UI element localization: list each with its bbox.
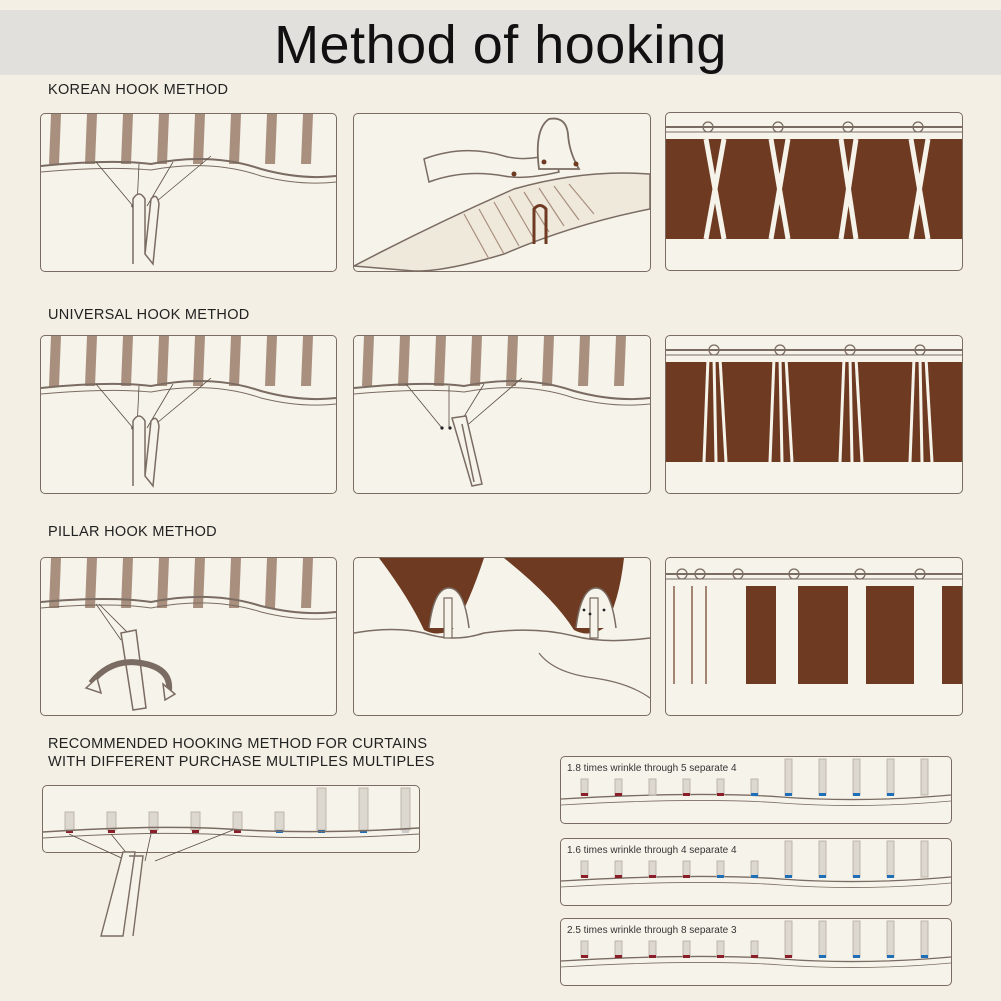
korean-hook-inserted-diagram: [354, 114, 650, 271]
hook-mark: [581, 955, 588, 958]
multiple-panel-1-6: [560, 838, 952, 906]
hook-mark: [887, 955, 894, 958]
hook-mark: [751, 875, 758, 878]
tape-stripe: [229, 336, 241, 386]
hook-mark: [649, 955, 656, 958]
hook-mark: [921, 955, 928, 958]
pleat-column: [717, 779, 724, 795]
tape-stripe: [434, 336, 446, 386]
pillar-hook-closeup-panel: [40, 557, 337, 716]
universal-hook-hanging-panel: [665, 335, 963, 494]
pleat-column: [581, 941, 588, 957]
pleat-column: [751, 941, 758, 957]
hook-mark: [649, 875, 656, 878]
hook-mark: [887, 875, 894, 878]
tape-stripe: [301, 114, 313, 164]
pleat-column: [275, 812, 284, 830]
korean-hook-label: KOREAN HOOK METHOD: [48, 82, 229, 98]
tape-stripe: [85, 114, 97, 164]
hook-mark: [819, 955, 826, 958]
pleat-column: [751, 861, 758, 877]
hook-mark: [853, 875, 860, 878]
pillar-hook-inserted-panel: [353, 557, 651, 716]
hook-mark: [785, 955, 792, 958]
hook-mark: [581, 793, 588, 796]
hook-mark: [819, 875, 826, 878]
hook-mark: [683, 875, 690, 878]
pillar-hook-hanging-curtain: [666, 558, 962, 715]
tape-stripe: [121, 114, 133, 164]
tape-stripe: [157, 336, 169, 386]
hook-mark: [683, 793, 690, 796]
hook-mark: [615, 875, 622, 878]
pleat-column: [921, 921, 928, 957]
multiple-diagram-2-5: [561, 919, 951, 985]
tape-stripe: [398, 336, 410, 386]
universal-hook-angled-panel: [353, 335, 651, 494]
hook-mark: [108, 830, 115, 833]
pleat-column: [717, 861, 724, 877]
tape-stripe: [193, 336, 205, 386]
pleat-column: [581, 861, 588, 877]
pleat-column: [581, 779, 588, 795]
universal-hook-closeup-diagram: [41, 336, 336, 493]
hook-mark: [785, 793, 792, 796]
universal-hook-hanging-curtain: [666, 336, 962, 493]
hook-mark: [717, 793, 724, 796]
title-bar: [0, 10, 1001, 75]
pleat-column: [359, 788, 368, 830]
pleat-column: [785, 841, 792, 877]
hook-mark: [581, 875, 588, 878]
pleat-column: [785, 921, 792, 957]
pleat-column: [107, 812, 116, 830]
hook-mark: [887, 793, 894, 796]
pleat-column: [317, 788, 326, 830]
pleat-column: [401, 788, 410, 830]
tape-stripe: [121, 336, 133, 386]
recommended-label-line1: RECOMMENDED HOOKING METHOD FOR CURTAINS: [48, 736, 428, 752]
tape-stripe: [49, 114, 61, 164]
pleat-column: [615, 861, 622, 877]
pleat-column: [853, 841, 860, 877]
multiple-diagram-1-8: [561, 757, 951, 823]
multiple-label-2-5: 2.5 times wrinkle through 8 separate 3: [567, 925, 737, 936]
pleat-column: [65, 812, 74, 830]
tape-stripe: [578, 336, 590, 386]
tape-stripe: [301, 558, 313, 608]
tape-stripe: [265, 114, 277, 164]
pillar-hook-inserted-diagram: [354, 558, 650, 715]
multiple-label-1-6: 1.6 times wrinkle through 4 separate 4: [567, 845, 737, 856]
tape-stripe: [49, 336, 61, 386]
universal-hook-angled-diagram: [354, 336, 650, 493]
tape-stripe: [506, 336, 518, 386]
pleat-column: [819, 921, 826, 957]
tape-stripe: [362, 336, 374, 386]
multiple-panel-2-5: [560, 918, 952, 986]
pleat-column: [615, 779, 622, 795]
hook-mark: [615, 793, 622, 796]
pleat-column: [683, 861, 690, 877]
korean-hook-closeup-panel: [40, 113, 337, 272]
hook-mark: [717, 955, 724, 958]
recommended-label-line2: WITH DIFFERENT PURCHASE MULTIPLES MULTIPLES: [48, 754, 435, 770]
hook-mark: [615, 955, 622, 958]
pleat-column: [717, 941, 724, 957]
korean-hook-inserted-panel: [353, 113, 651, 272]
hook-mark: [751, 793, 758, 796]
pleat-column: [649, 779, 656, 795]
tape-stripe: [470, 336, 482, 386]
page-title: Method of hooking: [274, 15, 727, 75]
hook-mark: [853, 955, 860, 958]
pleat-column: [853, 759, 860, 795]
pleat-column: [887, 759, 894, 795]
pleat-column: [887, 921, 894, 957]
tape-stripe: [229, 114, 241, 164]
tape-stripe: [85, 336, 97, 386]
multiple-panel-1-8: [560, 756, 952, 824]
pillar-hook-closeup-diagram: [41, 558, 336, 715]
multiple-diagram-1-6: [561, 839, 951, 905]
pleat-column: [751, 779, 758, 795]
pillar-hook-label: PILLAR HOOK METHOD: [48, 524, 217, 540]
multiple-label-1-8: 1.8 times wrinkle through 5 separate 4: [567, 763, 737, 774]
hook-mark: [683, 955, 690, 958]
tape-stripe: [265, 336, 277, 386]
korean-hook-hanging-panel: [665, 112, 963, 271]
pleat-column: [615, 941, 622, 957]
pleat-column: [683, 779, 690, 795]
tape-stripe: [265, 558, 277, 608]
pleat-column: [853, 921, 860, 957]
hook-mark: [785, 875, 792, 878]
recommended-hook-diagram: [43, 786, 419, 852]
pleat-column: [921, 841, 928, 877]
pleat-column: [649, 861, 656, 877]
hook-mark: [853, 793, 860, 796]
hook-mark: [150, 830, 157, 833]
tape-stripe: [614, 336, 626, 386]
hook-mark: [751, 955, 758, 958]
pleat-column: [233, 812, 242, 830]
pleat-column: [887, 841, 894, 877]
tape-stripe: [85, 558, 97, 608]
korean-hook-closeup-diagram: [41, 114, 336, 271]
tape-stripe: [301, 336, 313, 386]
tape-stripe: [542, 336, 554, 386]
hook-mark: [819, 793, 826, 796]
pleat-column: [819, 841, 826, 877]
hook-mark: [717, 875, 724, 878]
pleat-column: [921, 759, 928, 795]
recommended-hook-panel: [42, 785, 420, 853]
universal-hook-label: UNIVERSAL HOOK METHOD: [48, 307, 250, 323]
pleat-column: [683, 941, 690, 957]
tape-stripe: [193, 558, 205, 608]
universal-hook-closeup-panel: [40, 335, 337, 494]
tape-stripe: [193, 114, 205, 164]
pleat-column: [819, 759, 826, 795]
korean-hook-hanging-curtain: [666, 113, 962, 270]
pillar-hook-hanging-panel: [665, 557, 963, 716]
hook-mark: [192, 830, 199, 833]
pleat-column: [785, 759, 792, 795]
hook-mark: [402, 830, 409, 833]
tape-stripe: [157, 114, 169, 164]
pleat-column: [649, 941, 656, 957]
